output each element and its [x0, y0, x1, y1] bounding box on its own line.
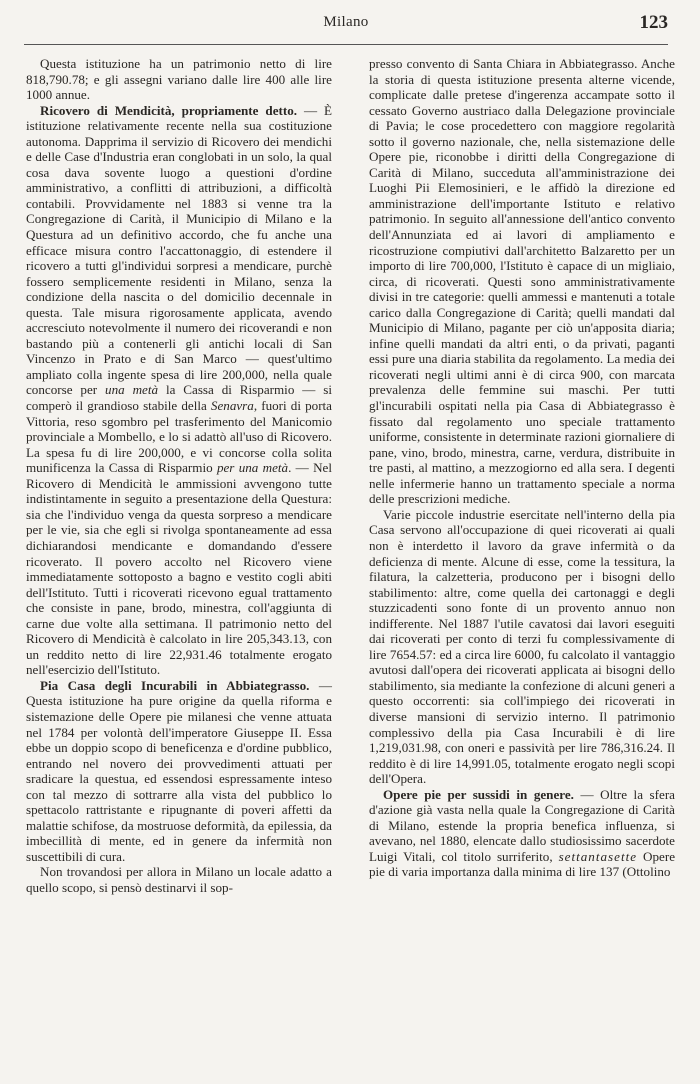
page-number: 123	[639, 12, 668, 33]
text-opere-pie-b: Opere pie di varia importanza dalla minima di lire 137 (Ottolino	[369, 848, 676, 880]
right-column	[369, 56, 675, 880]
running-title: Milano	[323, 14, 369, 30]
header-rule	[24, 44, 668, 45]
text-ricovero-c: , fuori di porta Vittoria, reso sgombro pel trasferimento del Manicomio provinciale a Mombello, e lo si adattò all'uso di Ricovero. La spesa fu di lire 200,000, e vi concorse colla solita munificenza la Cassa di Risparmio	[26, 398, 332, 476]
left-column	[26, 56, 332, 896]
paragraph-ricovero	[26, 103, 332, 678]
text-incurabili: — Questa istituzione ha pure origine da quella riforma e sistemazione delle Opere pie milanesi che venne attuata nel 1784 per volontà dell'imperatore Giuseppe II. Essa ebbe un doppio scopo di beneficenza e d'ordine pubblico, entrando nel novero dei provvedimenti attuati per sradicare la questua, ed essendosi espressamente inteso con tal mezzo di sottrarre alla vista del pubblico lo spettacolo rattristante e ripugnante di poveri affetti da malattie schifose, da mostruose deformità, da epilessia, da imbecillità di mente, ed in genere da infermità non suscettibili di cura.	[26, 677, 332, 864]
paragraph-locale: Non trovandosi per allora in Milano un locale adatto a quello scopo, si pensò destinarvi il sop-	[26, 864, 332, 895]
italic-senavra: Senavra	[210, 398, 254, 414]
text-opere-pie-a: — Oltre la sfera d'azione già vasta nella quale la Congregazione di Carità di Milano, estende la propria benefica influenza, si avevano, nel 1880, elencate dallo studiosissimo sacerdote Luigi Vitali, col titolo surriferito,	[369, 786, 675, 864]
text-ricovero-d: . — Nel Ricovero di Mendicità le ammissioni avvengono tutte indistintamente in seguito a presentazione della Questura: sia che l'individuo venga da questa sorpreso a mendicare per le vie, sia che egli si rivolga spontaneamente ad essa dichiarandosi mendicante e domandando d'essere ricoverato. Il povero accolto nel Ricovero viene immediatamente sottoposto a bagno e vestito cogli abiti dell'Istituto. Tutti i ricoverati ricevono egual trattamento che consiste in pane, brodo, minestra, coll'aggiunta di carne due volte alla settimana. Il patrimonio netto del Ricovero di Mendicità è calcolato in lire 205,343.13, con un reddito netto di lire 22,931.46 totalmente erogato nell'esercizio dell'Istituto.	[26, 460, 332, 678]
italic-per-una-meta: per una metà	[216, 460, 289, 476]
paragraph-assets: Questa istituzione ha un patrimonio netto di lire 818,790.78; e gli assegni variano dalle lire 400 alle lire 1000 annue.	[26, 56, 332, 103]
paragraph-santa-chiara: presso convento di Santa Chiara in Abbiategrasso. Anche la storia di questa istituzione presenta alterne vicende, complicate dalle pretese d'ingerenza accampate sotto il cessato Governo austriaco dalla Delegazione provinciale di Pavia; le cose procedettero con maggiore regolarità sotto il governo nazionale, che, nella sistemazione delle Opere pie, riconobbe i diritti della Congregazione di Carità di Milano, succeduta all'amministrazione dei Luoghi Pii Elemosinieri, e le affidò la direzione ed amministrazione dell'importante Istituto e relativo patrimonio. In seguito all'annessione dell'antico convento dell'Annunziata ed ai lavori di ampliamento e ricostruzione compiutivi dall'architetto Balzaretto per un importo di lire 700,000, l'Istituto è capace di un migliaio, circa, di ricoverati. Questi sono amministrativamente divisi in tre categorie: quelli ammessi e mantenuti a totale carico dalla Congregazione di Carità; quelli mandati dal Municipio di Milano, pagante per ciò un'apposita diaria; infine quelli mandati da altri enti, o da privati, paganti essi pure una diaria stabilita da regolamento. La media dei ricoverati negli ultimi anni è di circa 900, con marcata prevalenza delle femmine sui maschi. Per tutti gl'incurabili ospitati nella pia Casa di Abbiategrasso è fissato dal regolamento uno speciale trattamento uniforme, consistente in determinate razioni giornaliere di pane, vino, brodo, minestra, carne, verdura, distribuite in tre pasti, al mattino, a mezzogiorno ed alla sera. I degenti nelle infermerie hanno un trattamento speciale a norma delle prescrizioni mediche.	[369, 56, 675, 507]
paragraph-industrie: Varie piccole industrie esercitate nell'interno della pia Casa servono all'occupazione di quei ricoverati ai quali non è interdetto il lavoro da grave infermità o da deficienza di mente. Alcune di esse, come la tessitura, la filatura, la calzetteria, producono per i bisogni dello stabilimento: altre, come quella dei cartonaggi e degli stuzzicadenti sono fonte di un provento annuo non indifferente. Nel 1887 l'utile cavatosi dai lavori eseguiti dai ricoverati per conto di terzi fu complessivamente di lire 7654.57: ed a circa lire 6000, fu calcolato il vantaggio avutosi dall'opera dei ricoverati applicata ai bisogni dello stabilimento, sia mediante la confezione di alcuni generi a questo occorrenti: sia coll'impiego dei ricoverati in diverse mansioni di servizio interno. Il patrimonio complessivo della pia Casa Incurabili è di lire 1,219,031.98, con oneri e passività per lire 786,316.24. Il reddito è di lire 14,991.05, totalmente erogato negli scopi dell'Opera.	[369, 506, 675, 787]
italic-settantasette: settantasette	[558, 848, 638, 864]
page-header	[24, 14, 668, 40]
paragraph-incurabili	[26, 678, 332, 865]
text-ricovero-b: la Cassa di Risparmio — si comperò il grandioso stabile della	[26, 382, 332, 414]
text-ricovero-a: — È istituzione relativamente recente nella sua costituzione autonoma. Dapprima il servizio di Ricovero dei mendichi e delle Case d'Industria eran conglobati in un solo, la qual cosa dava sovente luogo a questioni d'ordine amministrativo, a conflitti di attribuzioni, a difficoltà contabili. Provvidamente nel 1883 si venne tra la Congregazione di Carità, il Municipio di Milano e la Questura ad un definitivo accordo, che fu anche una efficace misura contro l'accattonaggio, di estendere il ricovero a tutti gl'individui sorpresi a mendicare, purchè fossero semplicemente residenti in Milano, senza la condizione della nascita o del domicilio decennale in questa. Tale misura rigorosamente applicata, avendo accresciuto notevolmente il numero dei ricoverandi e non bastando più a contenerli gli antichi locali di San Vincenzo in Prato e di San Marco — quest'ultimo ampliato colla ingente spesa di lire 200,000, nella quale concorse per	[26, 102, 332, 398]
heading-pia-casa-incurabili: Pia Casa degli Incurabili in Abbiategrasso.	[40, 677, 310, 693]
heading-opere-pie-sussidi: Opere pie per sussidi in genere.	[383, 786, 574, 802]
heading-ricovero-mendicita: Ricovero di Mendicità, propriamente detto.	[40, 102, 298, 118]
paragraph-opere-pie	[369, 787, 675, 880]
italic-una-meta: una metà	[105, 382, 159, 398]
